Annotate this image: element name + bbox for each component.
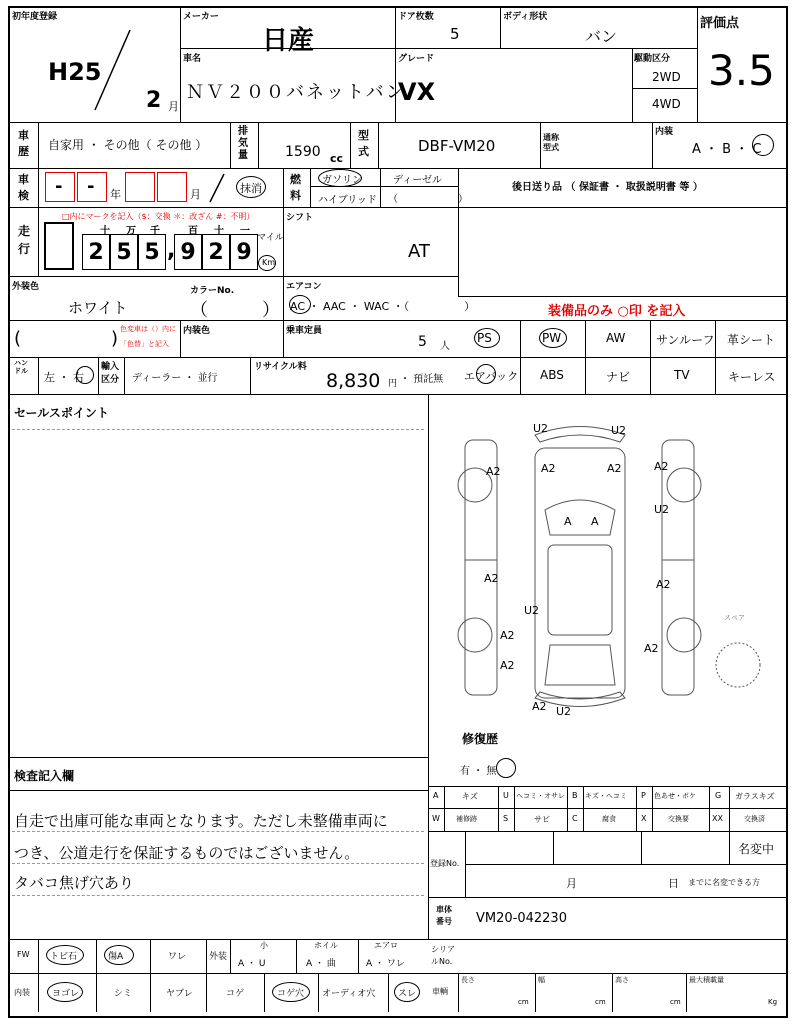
body-value: バン (585, 27, 618, 46)
color-change-paren: ( ) (14, 328, 119, 349)
legend-desc-p: 色あせ・ボケ (654, 792, 696, 800)
mark-u2-4: U2 (524, 604, 540, 617)
fuel-gasoline-circle (318, 169, 362, 187)
mileage-label: 走行 (18, 224, 31, 256)
aircon-label: エアコン (286, 282, 322, 292)
legend-desc-c: 腐食 (602, 815, 616, 823)
aero-label: エアロ (374, 941, 398, 950)
exterior-color-value: ホワイト (68, 299, 128, 317)
width-label: 幅 (538, 976, 545, 984)
interior-color-label: 内装色 (183, 326, 211, 336)
recycle-deposit: ・ 預託無 (400, 374, 444, 385)
handle-circle (76, 366, 94, 384)
interior-wear: スレ (398, 989, 417, 999)
grade-value: VX (398, 78, 436, 106)
model-label: 型式 (358, 129, 369, 158)
interior-grade-circle (752, 134, 774, 156)
doors-value: 5 (450, 25, 460, 43)
mile-label: マイル (257, 233, 284, 243)
fw-scratch: 傷A (108, 952, 124, 962)
inspection-month-box (125, 172, 155, 202)
mark-a2-2: A2 (541, 462, 556, 475)
mark-a2-9: A2 (500, 659, 515, 672)
mark-a2-6: A2 (656, 578, 671, 591)
interior-audio-hole: オーディオ穴 (322, 989, 376, 999)
exterior-label: 外装 (209, 952, 228, 962)
legend-code-b: B (572, 791, 578, 800)
maker-value: 日産 (262, 26, 315, 56)
equip-airbag: エアバック (464, 370, 519, 383)
mark-a2-4: A2 (654, 460, 669, 473)
dims-label: 車輌 (432, 987, 448, 996)
inspection-notes-label: 検査記入欄 (14, 769, 75, 783)
legend-code-g: G (715, 791, 722, 800)
legend-desc-s: サビ (534, 815, 550, 824)
fw-chip-circle (46, 945, 84, 965)
interior-burn: コゲ (226, 989, 245, 999)
history-label: 車歴 (18, 129, 29, 158)
inspection-month-unit: 月 (190, 188, 201, 201)
aero-value: A ・ ワレ (366, 959, 405, 969)
shift-value: AT (408, 241, 430, 262)
fw-crack: ワレ (168, 952, 187, 962)
small-value: A ・ U (238, 959, 266, 969)
recycle-amount: 8,830 (326, 370, 381, 392)
unit-sen: 千 (150, 226, 160, 237)
fw-chip: トビ石 (50, 952, 78, 962)
equip-aw: AW (606, 331, 626, 345)
color-no-value: （ ） (190, 300, 280, 321)
legend-code-w: W (432, 814, 440, 823)
handle-label: ハンドル (14, 359, 28, 375)
first-reg-year: H25 (48, 58, 102, 86)
score-value: 3.5 (708, 46, 775, 95)
legend-code-xx: XX (712, 814, 723, 823)
unit-ichi: 一 (240, 226, 250, 237)
registration-deadline: までに名変できる方 (688, 878, 760, 887)
recycle-label: リサイクル料 (254, 362, 307, 372)
mileage-digit-3: 5 (138, 234, 166, 270)
car-diagram (440, 410, 780, 720)
drive-4wd: 4WD (652, 97, 681, 111)
mileage-digit-2: 5 (110, 234, 138, 270)
legend-code-p: P (641, 791, 646, 800)
legend-code-s: S (503, 814, 509, 823)
legend-desc-a: キズ (462, 792, 478, 801)
car-name-value: ＮＶ２００バネットバン (186, 82, 406, 103)
history-value: 自家用 ・ その他（ その他 ） (48, 138, 208, 152)
capacity-unit: 人 (440, 341, 450, 352)
equip-ps: PS (477, 331, 492, 345)
interior-grade-label: 内装 (655, 127, 674, 137)
legend-code-c: C (572, 814, 578, 823)
inspection-year-unit: 年 (110, 188, 121, 201)
legend-code-x: X (641, 814, 647, 823)
doors-label: ドア枚数 (398, 12, 434, 22)
vin-label: 車体番号 (436, 905, 452, 926)
fuel-hybrid: ハイブリッド (318, 195, 377, 206)
first-reg-label: 初年度登録 (12, 12, 58, 22)
interior-dirt: ヨゴレ (52, 989, 80, 999)
body-label: ボディ形状 (503, 12, 548, 22)
equip-leather: 革シート (727, 333, 776, 347)
interior-dirt-circle (47, 982, 83, 1002)
import-value: ディーラー ・ 並行 (132, 373, 218, 384)
mark-u2-2: U2 (611, 424, 627, 437)
mileage-comma: , (167, 238, 176, 263)
wheel-label: ホイル (314, 941, 338, 950)
registration-label: 登録No. (430, 859, 460, 868)
aircon-circle (289, 295, 311, 314)
load-unit: Kg (768, 998, 778, 1006)
inspection-note-line-3: タバコ焦げ穴あり (14, 874, 134, 892)
mark-a2-3: A2 (607, 462, 622, 475)
inspection-dash-1: - (55, 176, 63, 197)
mark-u2-3: U2 (654, 503, 670, 516)
fuel-gasoline: ガソリン (322, 175, 362, 186)
equip-ps-circle (474, 328, 500, 348)
km-circle (258, 255, 276, 271)
drive-label: 駆動区分 (634, 54, 671, 64)
equip-pw-circle (539, 328, 567, 348)
equip-pw: PW (542, 331, 562, 345)
mark-a2-7: A2 (500, 629, 515, 642)
slash-mark (90, 28, 135, 113)
capacity-label: 乗車定員 (286, 326, 323, 336)
handle-value: 左 ・ 右 (44, 371, 84, 384)
inspection-note-line-2: つき、公道走行を保証するものではございません。 (14, 844, 360, 862)
inspection-expired: 抹消 (240, 182, 262, 195)
legend-desc-w: 補修跡 (456, 815, 477, 823)
unit-ju-man: 十 (100, 226, 110, 237)
displacement-value: 1590 (285, 144, 321, 160)
fuel-label: 燃料 (290, 173, 301, 202)
inspection-label: 車検 (18, 173, 29, 202)
repair-circle (496, 758, 516, 778)
mark-a2-1: A2 (486, 465, 501, 478)
km-label: Km (262, 258, 276, 267)
mark-a-1: A (564, 515, 572, 528)
fw-scratch-circle (104, 945, 134, 965)
interior-grade-options: A ・ B ・ C (692, 142, 762, 157)
interior-bottom-label: 内装 (14, 988, 30, 997)
unit-man: 万 (126, 226, 136, 237)
exterior-color-label: 外装色 (12, 282, 40, 292)
mark-u2-5: U2 (556, 705, 572, 718)
mileage-digit-1: 2 (82, 234, 110, 270)
repair-value: 有 ・ 無 (460, 766, 497, 777)
small-label: 小 (260, 941, 268, 950)
registration-day: 日 (668, 877, 679, 890)
aircon-value: AC ・ AAC ・ WAC ・（ ） (290, 300, 476, 313)
repair-label: 修復歴 (462, 732, 499, 746)
legend-desc-u: ヘコミ・オサレ (516, 792, 565, 800)
color-change-note-2: 「色替」と記入 (120, 340, 169, 348)
interior-stain: シミ (114, 989, 133, 999)
fw-label: FW (17, 950, 30, 959)
recycle-unit: 円 (388, 379, 398, 389)
color-no-label: カラーNo. (190, 286, 235, 296)
mileage-digit-4: 9 (174, 234, 202, 270)
length-unit: cm (518, 998, 529, 1006)
serial-label: シリアルNo. (431, 945, 455, 966)
common-model-label: 通称型式 (543, 133, 559, 152)
mark-a-2: A (591, 515, 599, 528)
sales-point-label: セールスポイント (14, 406, 109, 420)
equipment-header: 装備品のみ ○印 を記入 (548, 304, 686, 319)
equip-tv: TV (674, 368, 690, 382)
first-reg-month: 2 (146, 88, 162, 113)
mileage-digit-6: 9 (230, 234, 258, 270)
mileage-note: □内にマークを記入（$：交換 ＊：改ざん #：不明） (62, 212, 255, 221)
drive-2wd: 2WD (652, 70, 681, 84)
score-label: 評価点 (700, 16, 740, 31)
unit-ju: 十 (214, 226, 224, 237)
inspection-month-box-2 (157, 172, 187, 202)
legend-code-u: U (503, 791, 509, 800)
interior-wear-circle (394, 982, 420, 1002)
mark-a2-5: A2 (484, 572, 499, 585)
equip-keyless: キーレス (728, 370, 776, 384)
interior-burn-hole: コゲ穴 (277, 989, 305, 999)
first-reg-month-unit: 月 (168, 100, 179, 113)
capacity-value: 5 (418, 334, 427, 350)
mark-a2-10: A2 (532, 700, 547, 713)
load-label: 最大積載量 (689, 976, 724, 984)
width-unit: cm (595, 998, 606, 1006)
mileage-digit-5: 2 (202, 234, 230, 270)
displacement-unit: cc (330, 152, 344, 165)
accessories-label: 後日送り品 （ 保証書 ・ 取扱説明書 等 ） (512, 182, 703, 193)
height-label: 高さ (615, 976, 629, 984)
mark-a2-8: A2 (644, 642, 659, 655)
legend-desc-b: キズ・ヘコミ (585, 792, 627, 800)
height-unit: cm (670, 998, 681, 1006)
legend-code-a: A (433, 791, 439, 800)
inspection-note-line-1: 自走で出庫可能な車両となります。ただし未整備車両に (14, 812, 388, 830)
inspection-expired-circle (236, 176, 266, 198)
unit-hyaku: 百 (188, 226, 198, 237)
color-change-note-1: 色変車は（）内に (120, 325, 176, 333)
interior-tear: ヤブレ (166, 989, 193, 999)
wheel-value: A ・ 曲 (306, 959, 336, 969)
displacement-label: 排気量 (238, 126, 248, 161)
mileage-mark-box (44, 222, 74, 270)
equip-navi: ナビ (606, 370, 631, 384)
legend-desc-x: 交換要 (668, 815, 689, 823)
interior-burn-hole-circle (272, 982, 310, 1002)
vin-value: VM20-042230 (476, 911, 567, 926)
equip-airbag-circle (476, 364, 496, 384)
length-label: 長さ (461, 976, 475, 984)
mark-u2-1: U2 (533, 422, 549, 435)
equip-abs: ABS (540, 368, 564, 382)
shift-label: シフト (286, 213, 314, 223)
spare-label: スペア (724, 614, 745, 622)
import-label: 輸入区分 (101, 362, 120, 385)
fuel-diesel: ディーゼル (393, 175, 442, 186)
inspection-slash (206, 172, 228, 204)
model-value: DBF-VM20 (418, 137, 496, 155)
equip-sunroof: サンルーフ (656, 333, 715, 347)
maker-label: メーカー (183, 12, 219, 22)
car-name-label: 車名 (183, 54, 202, 64)
inspection-dash-2: - (87, 176, 95, 197)
grade-label: グレード (398, 54, 435, 64)
registration-month: 月 (566, 877, 577, 890)
legend-desc-xx: 交換済 (744, 815, 765, 823)
registration-name-change: 名変中 (738, 842, 775, 856)
fuel-other: （ ） (388, 194, 468, 205)
legend-desc-g: ガラスキズ (735, 792, 775, 801)
